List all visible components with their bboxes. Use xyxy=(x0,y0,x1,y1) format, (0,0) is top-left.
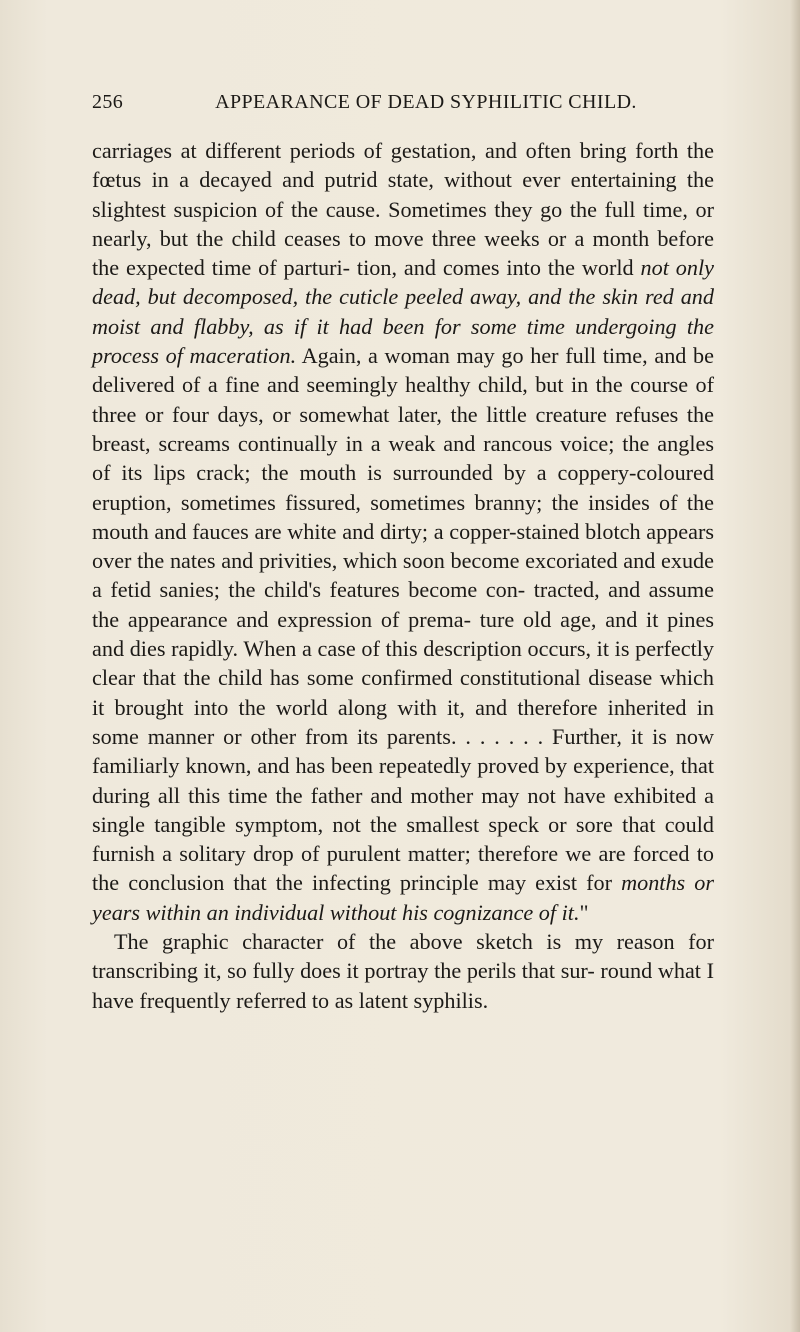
paragraph-1-italic-a: not only dead, but decomposed, the cuticle peeled away, and the skin red and moist and flabby, as if it had been for some time undergoing the process of maceration. xyxy=(92,255,714,369)
paragraph-2: The graphic character of the above sketch is my reason for transcribing it, so fully does it portray the perils that sur- round what I have frequently referred to as latent syphilis. xyxy=(92,929,714,1013)
paragraph-1-closing-quote: " xyxy=(579,899,589,925)
page-number: 256 xyxy=(92,91,124,113)
page-edge-shadow xyxy=(790,0,800,1332)
paragraph-1-text-b: Again, a woman may go her full time, and be delivered of a fine and seemingly healthy child, but in the course of three or four days, or somewhat later, the little creature refuses the breast, screams continually in a weak and rancous voice; the angles of its lips crack; the mouth is surrounded by a coppery-coloured eruption, sometimes fissured, sometimes branny; the insides of the mouth and fauces are white and dirty; a copper-stained blotch appears over the nates and privities, which soon become excoriated and exude a fetid sanies; the child's features become con- tracted, and assume the appearance and expression of prema- ture old age, and it pines and dies rapidly. When a case of this description occurs, it is perfectly clear that the child has some confirmed constitutional disease which it brought into the world along with it, and therefore inherited in some manner or other from its parents. . . . . . . Further, it is now familiarly known, and has been repeatedly proved by experience, that during all this time the father and mother may not have exhibited a single tangible symptom, not the smallest speck or sore that could furnish a solitary drop of purulent matter; therefore we are forced to the conclusion that the infecting principle may exist for xyxy=(92,343,714,896)
running-title: APPEARANCE OF DEAD SYPHILITIC CHILD. xyxy=(215,91,637,113)
paragraph-1 xyxy=(92,136,714,927)
paragraph-1-italic-b: months or years within an individual without his cognizance of it. xyxy=(92,870,714,925)
paragraph-1-text-a: carriages at different periods of gestation, and often bring forth the fœtus in a decayed and putrid state, without ever entertaining the slightest suspicion of the cause. Sometimes they go the full time, or nearly, but the child ceases to move three weeks or a month before the expected time of parturi- tion, and comes into the world xyxy=(92,138,714,281)
body-text xyxy=(92,136,714,1015)
running-head xyxy=(92,91,714,117)
